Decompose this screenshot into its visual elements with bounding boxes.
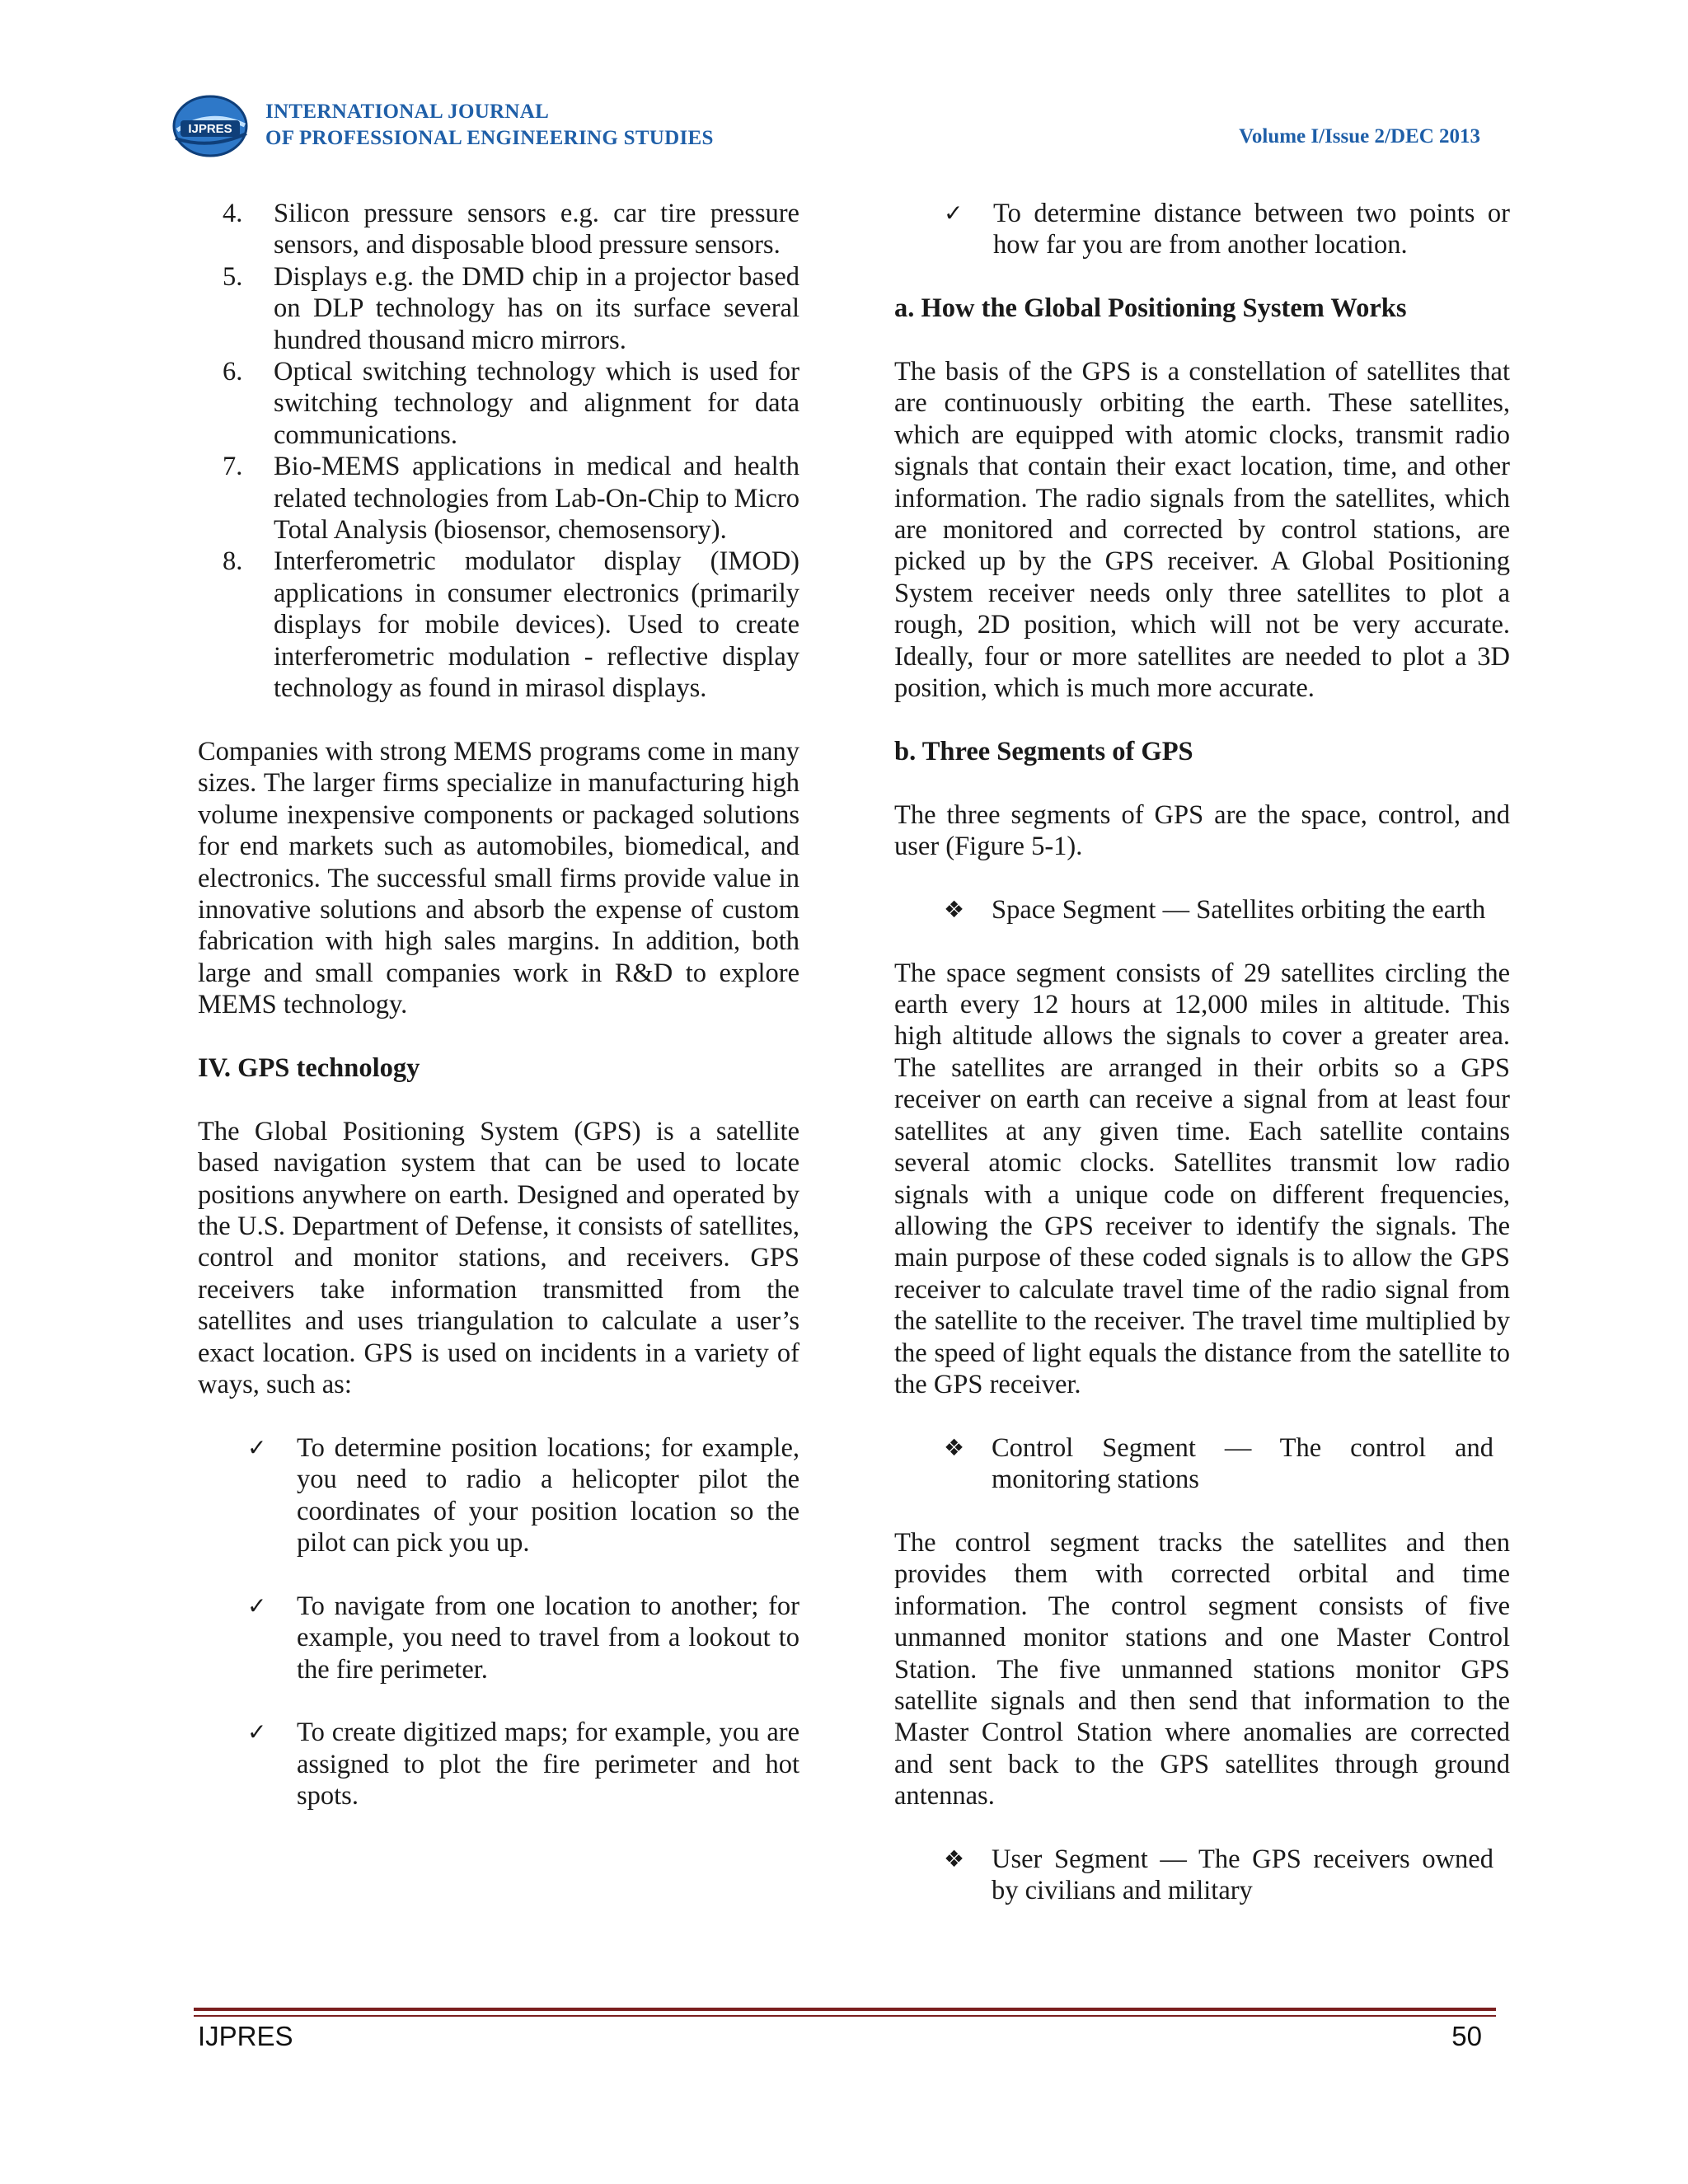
bullet-text: Control Segment — The control and monitoring stations (992, 1432, 1493, 1495)
list-text: Optical switching technology which is used for switching technology and alignment for data communications. (274, 357, 799, 450)
diamond-bullet-icon: ❖ (944, 1433, 965, 1461)
check-list-item (894, 198, 1510, 261)
section-heading-three-segments: b. Three Segments of GPS (894, 736, 1193, 766)
segment-bullet-control (894, 1432, 1510, 1496)
checkmark-icon: ✓ (247, 1718, 267, 1746)
bullet-text: User Segment — The GPS receivers owned by civilians and military (992, 1844, 1493, 1906)
checkmark-icon: ✓ (247, 1591, 267, 1619)
how-gps-works-paragraph: The basis of the GPS is a constellation of satellites that are continuously orbiting the earth. These satellites, which are equipped with atomic clocks, transmit radio signals that contain their exact location, time, and other information. The radio signals from the satellites, which are monitored and corrected by control stations, are picked up by the GPS receiver. A Global Positioning System receiver needs only three satellites to plot a rough, 2D position, which will not be very accurate. Ideally, four or more satellites are needed to plot a 3D position, which is much more accurate. (894, 357, 1510, 704)
diamond-bullet-icon: ❖ (944, 1844, 965, 1872)
logo-text: IJPRES (188, 122, 232, 136)
list-text: Displays e.g. the DMD chip in a projector based on DLP technology has on its surface several hundred thousand micro mirrors. (274, 261, 799, 355)
list-item (198, 198, 799, 261)
journal-title (265, 99, 714, 152)
journal-title-line2: OF PROFESSIONAL ENGINEERING STUDIES (265, 127, 714, 149)
list-number: 5. (223, 261, 243, 292)
check-list-item (198, 1717, 799, 1811)
footer-journal-abbrev: IJPRES (198, 2021, 293, 2051)
segment-bullet-user (894, 1844, 1510, 1907)
check-item-text: To navigate from one location to another; for example, you need to travel from a lookout to the fire perimeter. (297, 1591, 799, 1685)
list-item (198, 356, 799, 451)
checkmark-icon: ✓ (247, 1433, 267, 1461)
footer-divider-thin (194, 2015, 1496, 2017)
left-column (198, 198, 799, 1812)
control-segment-paragraph: The control segment tracks the satellites and then provides them with corrected orbital and time information. The control segment consists of five unmanned monitor stations and one Master Control Station. The five unmanned stations monitor GPS satellite signals and then send that information to the Master Control Station where anomalies are corrected and sent back to the GPS satellites through ground antennas. (894, 1527, 1510, 1811)
list-item (198, 451, 799, 546)
list-text: Bio-MEMS applications in medical and health related technologies from Lab-On-Chip to Micro Total Analysis (biosensor, chemosensory). (274, 452, 799, 546)
list-number: 4. (223, 199, 243, 228)
check-list-item (198, 1432, 799, 1559)
segment-bullet-space (894, 894, 1510, 926)
right-column (894, 198, 1510, 1907)
section-heading-how-gps-works: a. How the Global Positioning System Works (894, 293, 1407, 324)
section-heading-gps: IV. GPS technology (198, 1052, 420, 1083)
list-number: 6. (223, 357, 243, 387)
check-item-text: To determine distance between two points or how far you are from another location. (993, 199, 1510, 260)
list-number: 7. (223, 452, 243, 482)
journal-title-line1: INTERNATIONAL JOURNAL (265, 101, 550, 123)
companies-paragraph: Companies with strong MEMS programs come in many sizes. The larger firms specialize in manufacturing high volume inexpensive components or packaged solutions for end markets such as automobiles, biomedical, and electronics. The successful small firms provide value in innovative solutions and absorb the expense of custom fabrication with high sales margins. In addition, both large and small companies work in R&D to explore MEMS technology. (198, 736, 799, 1020)
list-text: Interferometric modulator display (IMOD) applications in consumer electronics (primarily displays for mobile devices). Used to create interferometric modulation - reflective display technology as found in mirasol displays. (274, 546, 799, 704)
check-item-text: To determine position locations; for example, you need to radio a helicopter pilot the coordinates of your position location so the pilot can pick you up. (297, 1432, 799, 1558)
journal-logo (169, 92, 251, 160)
list-text: Silicon pressure sensors e.g. car tire pressure sensors, and disposable blood pressure sensors. (274, 199, 799, 260)
three-segments-paragraph: The three segments of GPS are the space, control, and user (Figure 5-1). (894, 799, 1510, 862)
list-item (198, 261, 799, 356)
diamond-bullet-icon: ❖ (944, 895, 965, 923)
bullet-text: Space Segment — Satellites orbiting the earth (992, 894, 1486, 925)
page-number: 50 (1451, 2021, 1482, 2051)
check-item-text: To create digitized maps; for example, you are assigned to plot the fire perimeter and hot spots. (297, 1718, 799, 1811)
footer-divider (194, 2008, 1496, 2011)
list-number: 8. (223, 546, 243, 577)
mems-applications-list (198, 198, 799, 705)
gps-intro-paragraph: The Global Positioning System (GPS) is a satellite based navigation system that can be used to locate positions anywhere on earth. Designed and operated by the U.S. Department of Defense, it consists of satellites, control and monitor stations, and receivers. GPS receivers take information transmitted from the satellites and uses triangulation to calculate a user’s exact location. GPS is used on incidents in a variety of ways, such as: (198, 1116, 799, 1399)
checkmark-icon: ✓ (944, 199, 964, 227)
list-item (198, 546, 799, 704)
check-list-item (198, 1591, 799, 1685)
space-segment-paragraph: The space segment consists of 29 satellites circling the earth every 12 hours at 12,000 miles in altitude. This high altitude allows the signals to cover a greater area. The satellites are arranged in their orbits so a GPS receiver on earth can receive a signal from at least four satellites at any given time. Each satellite contains several atomic clocks. Satellites transmit low radio signals with a unique code on different frequencies, allowing the GPS receiver to identify the signals. The main purpose of these coded signals is to allow the GPS receiver to calculate travel time of the radio signal from the satellite to the receiver. The travel time multiplied by the speed of light equals the distance from the satellite to the GPS receiver. (894, 958, 1510, 1399)
volume-issue: Volume I/Issue 2/DEC 2013 (1239, 125, 1480, 148)
